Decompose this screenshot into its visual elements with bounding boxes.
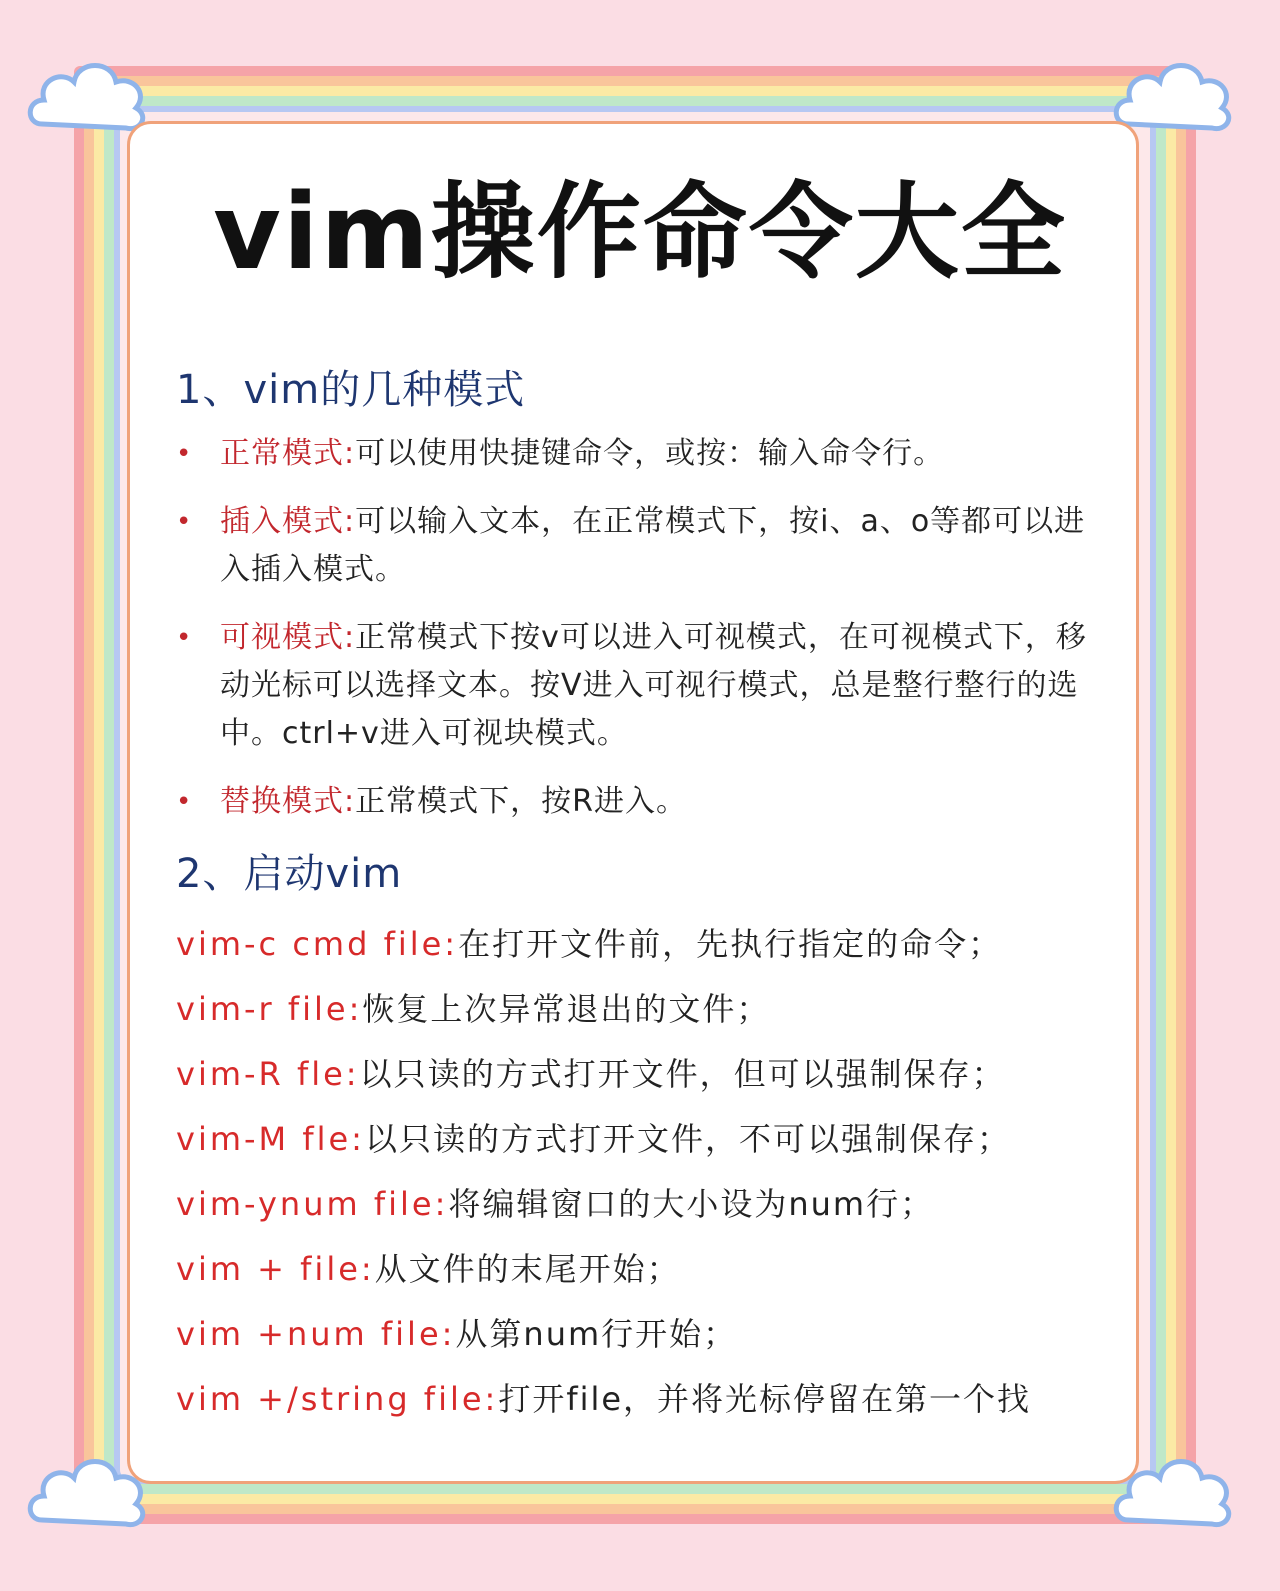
command-text: vim-ynum file: [176, 1185, 449, 1223]
command-row [176, 1182, 1096, 1226]
mode-desc: 可以使用快捷键命令，或按：输入命令行。 [355, 436, 945, 471]
list-item [176, 778, 1096, 826]
command-text: vim-M fle: [176, 1120, 365, 1158]
section-heading-modes: 1、vim的几种模式 [176, 367, 526, 413]
command-text: vim-R fle: [176, 1055, 360, 1093]
command-row [176, 987, 1096, 1031]
command-row [176, 1117, 1096, 1161]
list-item [176, 430, 1096, 478]
command-row [176, 1377, 1096, 1421]
list-item [176, 498, 1096, 594]
list-item [176, 614, 1096, 758]
command-text: vim +num file: [176, 1315, 456, 1353]
mode-term: 可视模式: [220, 620, 356, 655]
command-row [176, 922, 1096, 966]
command-text: vim-r file: [176, 990, 363, 1028]
mode-term: 替换模式: [220, 784, 356, 819]
modes-list [176, 430, 1096, 826]
command-desc: 打开file，并将光标停留在第一个找 [498, 1380, 1032, 1418]
mode-term: 插入模式: [220, 504, 356, 539]
command-text: vim +/string file: [176, 1380, 499, 1418]
command-text: vim + file: [176, 1250, 375, 1288]
command-desc: 以只读的方式打开文件，不可以强制保存； [364, 1120, 1011, 1158]
command-row [176, 1312, 1096, 1356]
section-heading-launch: 2、启动vim [176, 851, 403, 897]
page-title: vim操作命令大全 [213, 171, 1067, 293]
command-desc: 恢复上次异常退出的文件； [362, 990, 771, 1028]
command-text: vim-c cmd file: [176, 925, 459, 963]
mode-term: 正常模式: [220, 436, 356, 471]
command-row [176, 1247, 1096, 1291]
command-desc: 将编辑窗口的大小设为num行； [448, 1185, 935, 1223]
command-desc: 从文件的末尾开始； [374, 1250, 681, 1288]
command-row [176, 1052, 1096, 1096]
mode-desc: 正常模式下按v可以进入可视模式，在可视模式下，移动光标可以选择文本。按V进入可视行模式，总是整行整行的选中。ctrl+v进入可视块模式。 [220, 620, 1087, 751]
mode-desc: 可以输入文本，在正常模式下，按i、a、o等都可以进入插入模式。 [220, 504, 1086, 587]
content-body [176, 360, 1096, 1442]
command-desc: 从第num行开始； [455, 1315, 738, 1353]
command-desc: 在打开文件前，先执行指定的命令； [458, 925, 1003, 963]
command-desc: 以只读的方式打开文件，但可以强制保存； [359, 1055, 1006, 1093]
mode-desc: 正常模式下，按R进入。 [355, 784, 687, 819]
